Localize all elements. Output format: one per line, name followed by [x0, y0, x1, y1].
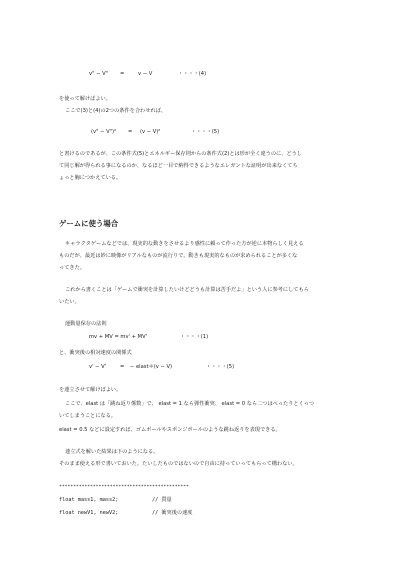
paragraph-combine-conditions: ここで(3)と(4)の2つの条件を合わせれば、 — [65, 108, 166, 114]
paragraph-game-line1: キャラクタゲームなどでは、現実的な動きをさせるより感性に頼って作った方が逆に本物らしく見える — [65, 241, 304, 247]
eq5-tag: ・・・・(5) — [191, 129, 220, 135]
paragraph-elegance-line1: と書けるのであるが、この条件式(5)とエネルギー保存則からの条件式(2)とは形が全く違うのに、どうし — [59, 151, 302, 157]
paragraph-game-line3: ってきた。 — [59, 265, 85, 271]
section-heading-game-use: ゲームに使う場合 — [59, 219, 119, 228]
momentum-law-tag: ・・・・(1) — [180, 334, 209, 340]
paragraph-reference-line2: いたい。 — [59, 299, 80, 305]
paragraph-reference-line1: これから書くことは「ゲームで衝突を計算したいけどどうも計算は苦手だよ」という人に参考にしてもら — [65, 287, 309, 293]
eq4-equals: = — [120, 71, 125, 77]
eq5-equals: = — [128, 129, 133, 135]
code-comment-mass: // 質量 — [152, 497, 172, 503]
paragraph-elegance-line3: ょっと胸につかえている。 — [59, 175, 122, 181]
eq4-rhs: v − V — [138, 71, 153, 77]
paragraph-elegance-line2: て同じ解が得られる事になるのか、なるほど一目で納得できるようなエレガントな証明が出来なくてち — [59, 163, 298, 169]
paragraph-game-line2: ものだが、最近は妙に映像がリアルなものが流行りで、動きも現実的なものが求められることが多くな — [59, 253, 298, 259]
paragraph-result-line1: 連立式を解いた結果は下のようになる。 — [65, 449, 159, 455]
paragraph-solve-simultaneous: を連立させて解けばよい。 — [59, 387, 122, 393]
eq4-lhs: v" − V" — [89, 71, 109, 77]
relative-velocity-rhs: − elast＊(v − V) — [130, 364, 173, 370]
paragraph-elast-line1: ここで、elast は「跳ね返り係数」で、 elast = 1 なら弾性衝突、 elast = 0 なら二つはべったりとくっつ — [65, 401, 315, 407]
relative-velocity-lhs: v' − V' — [89, 364, 107, 370]
code-line-mass: float mass1, mass2; — [59, 497, 119, 503]
paragraph-elast-line3: elast = 0.5 などに設定すれば、ゴムボールやスポンジボールのような跳ね返りを表現できる。 — [59, 427, 281, 433]
momentum-law-equation: mv + MV = mv' + MV' — [89, 334, 148, 340]
paragraph-elast-line2: いてしまうことになる。 — [59, 413, 117, 419]
code-comment-velocity: // 衝突後の速度 — [152, 510, 193, 516]
relative-velocity-title: と、衝突後の相対速度の関係式 — [59, 350, 132, 356]
paragraph-use-to-solve: を使って解けばよい。 — [59, 96, 111, 102]
eq5-lhs: (v" − V")² — [91, 129, 117, 135]
relative-velocity-tag: ・・・・(5) — [206, 364, 235, 370]
paragraph-result-line2: そのまま使える形で書いておいた。たいしたものではないので自由に持っていってもらって構わない。 — [59, 461, 298, 467]
eq5-rhs: (v − V)² — [140, 129, 161, 135]
code-line-velocity: float newV1, newV2; — [59, 510, 119, 516]
momentum-law-title: 運動量保存の法則 — [65, 321, 107, 327]
code-separator: ********************************************** — [59, 485, 189, 490]
relative-velocity-equals: = — [120, 364, 125, 370]
eq4-tag: ・・・・(4) — [178, 71, 207, 77]
